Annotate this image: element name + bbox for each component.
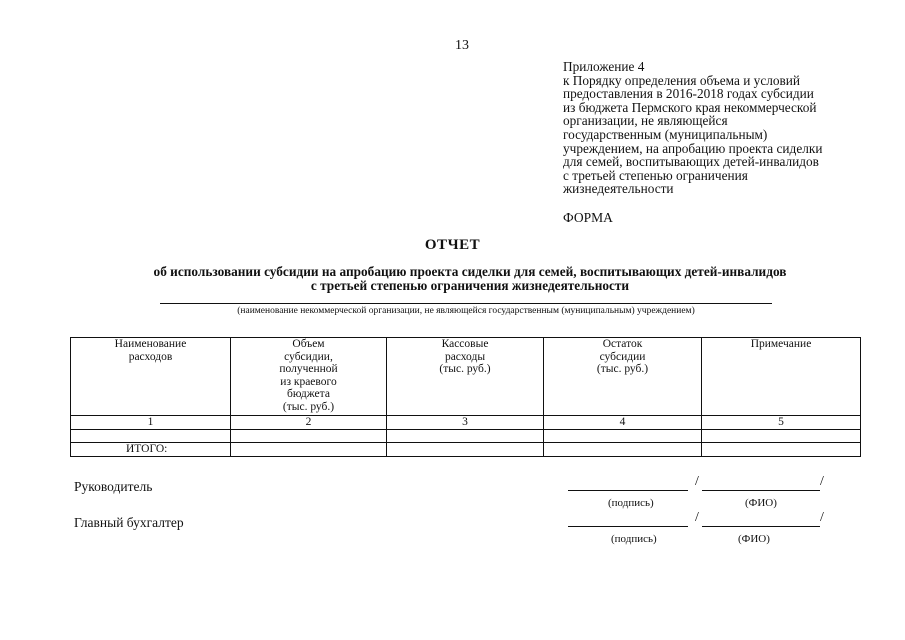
header-text: расходов xyxy=(128,350,173,363)
subtitle-line: с третьей степенью ограничения жизнедеятельности xyxy=(310,277,630,293)
table-header-row xyxy=(71,338,861,416)
form-label: ФОРМА xyxy=(563,210,613,225)
signature-role: Руководитель xyxy=(74,479,153,494)
header-text: из краевого xyxy=(280,375,337,388)
table-row xyxy=(71,429,861,442)
name-caption: (ФИО) xyxy=(745,497,777,509)
appendix-line: для семей, воспитывающих детей-инвалидов xyxy=(563,154,819,170)
signature-role: Главный бухгалтер xyxy=(74,515,184,530)
appendix-heading: Приложение 4 xyxy=(563,59,645,74)
slash: / xyxy=(695,474,699,489)
table-cell xyxy=(544,442,702,456)
appendix-line: с третьей степенью ограничения xyxy=(563,167,748,183)
slash: / xyxy=(695,510,699,525)
column-number: 2 xyxy=(231,416,387,430)
table-number-row xyxy=(71,416,861,430)
header-text: бюджета xyxy=(287,388,330,400)
column-number: 3 xyxy=(387,416,544,430)
table-total-row xyxy=(71,442,861,456)
appendix-line: организации, не являющейся xyxy=(563,113,728,129)
report-subtitle xyxy=(80,265,860,292)
header-text: Кассовые xyxy=(441,338,489,350)
header-cell xyxy=(387,338,544,416)
header-cell xyxy=(702,338,861,416)
appendix-block xyxy=(563,60,863,196)
appendix-line: к Порядку определения объема и условий xyxy=(563,72,801,88)
column-number: 1 xyxy=(71,416,231,430)
column-number: 4 xyxy=(544,416,702,430)
org-name-line xyxy=(160,303,772,304)
table-cell xyxy=(387,442,544,456)
report-title: ОТЧЕТ xyxy=(424,237,481,253)
header-cell xyxy=(544,338,702,416)
table-cell xyxy=(231,442,387,456)
header-text: субсидии xyxy=(599,350,646,363)
appendix-line: государственным (муниципальным) xyxy=(563,126,768,142)
appendix-line: учреждением, на апробацию проекта сиделки xyxy=(563,140,823,156)
header-text: полученной xyxy=(279,363,338,375)
name-caption: (ФИО) xyxy=(738,533,770,545)
name-line xyxy=(702,526,820,527)
appendix-line: из бюджета Пермского края некоммерческой xyxy=(563,99,817,115)
table-cell xyxy=(71,429,231,442)
header-cell xyxy=(231,338,387,416)
org-name-caption: (наименование некоммерческой организации, не являющейся государственным (муниципальным) учреждением) xyxy=(237,306,695,316)
header-text: субсидии, xyxy=(284,350,333,363)
header-text: Остаток xyxy=(602,338,643,350)
column-number: 5 xyxy=(702,416,861,430)
header-text: расходы xyxy=(444,350,486,363)
subtitle-line: об использовании субсидии на апробацию проекта сиделки для семей, воспитывающих детей-инвалидов xyxy=(153,264,787,279)
header-text: Наименование xyxy=(114,338,187,350)
header-text: Примечание xyxy=(750,338,812,350)
header-text: Объем xyxy=(292,338,325,350)
slash: / xyxy=(820,510,824,525)
table-cell xyxy=(544,429,702,442)
name-line xyxy=(702,490,820,491)
total-label: ИТОГО: xyxy=(71,442,231,456)
slash: / xyxy=(820,474,824,489)
table-cell xyxy=(231,429,387,442)
header-text: (тыс. руб.) xyxy=(282,400,335,413)
appendix-line: жизнедеятельности xyxy=(563,181,674,197)
table-cell xyxy=(702,429,861,442)
header-text: (тыс. руб.) xyxy=(596,363,649,375)
header-cell xyxy=(71,338,231,416)
signature-line xyxy=(568,490,688,491)
header-text: (тыс. руб.) xyxy=(439,363,491,375)
appendix-line: предоставления в 2016-2018 годах субсидии xyxy=(563,86,814,102)
signature-caption: (подпись) xyxy=(608,497,654,509)
table-cell xyxy=(387,429,544,442)
page-number: 13 xyxy=(455,38,469,53)
expense-table xyxy=(70,337,861,457)
signature-line xyxy=(568,526,688,527)
signature-caption: (подпись) xyxy=(611,533,657,545)
table-cell xyxy=(702,442,861,456)
